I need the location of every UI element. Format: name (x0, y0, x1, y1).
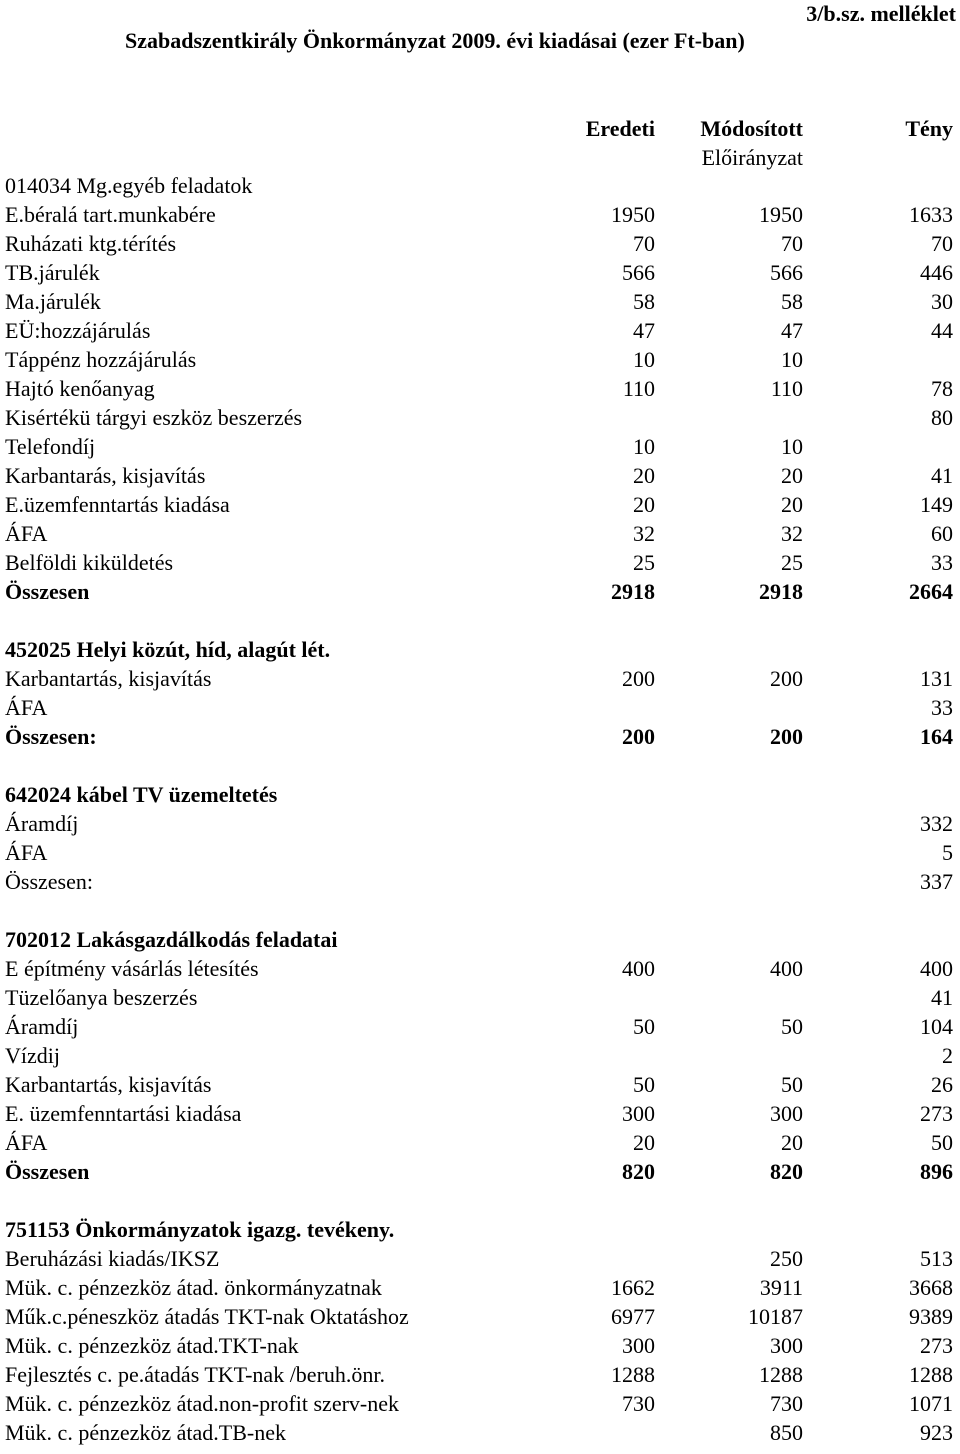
section-spacer (0, 896, 960, 925)
table-row (0, 490, 960, 519)
table-row (0, 229, 960, 258)
row-label: Belföldi kiküldetés (5, 550, 174, 575)
total-label: Összesen: (5, 724, 97, 749)
row-label: Műk.c.péneszköz átadás TKT-nak Oktatáshoz (5, 1304, 409, 1329)
value-actual: 30 (931, 289, 953, 314)
value-modified: 47 (781, 318, 803, 343)
row-label: Áramdíj (5, 1014, 79, 1039)
value-actual: 2 (942, 1043, 953, 1068)
row-label: ÁFA (5, 840, 48, 865)
value-original: 47 (633, 318, 655, 343)
value-modified: 10187 (748, 1304, 803, 1329)
column-header-modified: Módosított (700, 116, 803, 141)
row-label: Beruházási kiadás/IKSZ (5, 1246, 220, 1271)
row-label: Mük. c. pénzezköz átad.TKT-nak (5, 1333, 299, 1358)
value-original: 6977 (611, 1304, 655, 1329)
value-original: 32 (633, 521, 655, 546)
value-actual: 1633 (909, 202, 953, 227)
total-actual: 164 (920, 724, 953, 749)
value-modified: 1288 (759, 1362, 803, 1387)
value-actual: 1071 (909, 1391, 953, 1416)
section-title-text: 014034 Mg.egyéb feladatok (5, 173, 253, 198)
value-modified: 32 (781, 521, 803, 546)
value-modified: 730 (770, 1391, 803, 1416)
section-title (0, 1215, 960, 1244)
table-row (0, 403, 960, 432)
total-actual: 2664 (909, 579, 953, 604)
value-modified: 20 (781, 463, 803, 488)
table-row (0, 954, 960, 983)
table-row (0, 548, 960, 577)
row-label: Táppénz hozzájárulás (5, 347, 197, 372)
value-actual: 41 (931, 463, 953, 488)
value-actual: 332 (920, 811, 953, 836)
value-actual: 41 (931, 985, 953, 1010)
value-modified: 300 (770, 1101, 803, 1126)
row-label: ÁFA (5, 521, 48, 546)
value-original: 10 (633, 347, 655, 372)
row-label: Ruházati ktg.térítés (5, 231, 177, 256)
row-label: Tüzelőanya beszerzés (5, 985, 198, 1010)
table-row (0, 432, 960, 461)
section-spacer (0, 606, 960, 635)
table-row (0, 1012, 960, 1041)
table-row (0, 1360, 960, 1389)
section-title (0, 780, 960, 809)
value-actual: 923 (920, 1420, 953, 1445)
section-title-text: 452025 Helyi közút, híd, alagút lét. (5, 637, 331, 662)
value-modified: 1950 (759, 202, 803, 227)
value-actual: 26 (931, 1072, 953, 1097)
value-original: 20 (633, 492, 655, 517)
value-actual: 400 (920, 956, 953, 981)
row-label: Ma.járulék (5, 289, 101, 314)
value-actual: 149 (920, 492, 953, 517)
value-modified: 25 (781, 550, 803, 575)
table-row (0, 1041, 960, 1070)
value-actual: 104 (920, 1014, 953, 1039)
value-actual: 33 (931, 695, 953, 720)
section-spacer (0, 751, 960, 780)
row-label: ÁFA (5, 695, 48, 720)
row-label: Fejlesztés c. pe.átadás TKT-nak /beruh.önr. (5, 1362, 386, 1387)
value-original: 730 (622, 1391, 655, 1416)
table-row (0, 345, 960, 374)
row-label: Kisértékü tárgyi eszköz beszerzés (5, 405, 303, 430)
value-actual: 78 (931, 376, 953, 401)
value-actual: 70 (931, 231, 953, 256)
row-label: Áramdíj (5, 811, 79, 836)
value-modified: 58 (781, 289, 803, 314)
value-modified: 300 (770, 1333, 803, 1358)
value-modified: 3911 (759, 1275, 803, 1300)
total-modified: 820 (770, 1159, 803, 1184)
column-header-actual: Tény (905, 116, 953, 141)
value-original: 50 (633, 1072, 655, 1097)
table-row (0, 1331, 960, 1360)
value-actual: 9389 (909, 1304, 953, 1329)
value-original: 58 (633, 289, 655, 314)
row-label: Mük. c. pénzezköz átad.TB-nek (5, 1420, 286, 1445)
value-original: 70 (633, 231, 655, 256)
table-row (0, 1070, 960, 1099)
section-title (0, 635, 960, 664)
row-label: Karbantartás, kisjavítás (5, 666, 212, 691)
value-actual: 446 (920, 260, 953, 285)
value-modified: 50 (781, 1072, 803, 1097)
value-actual: 131 (920, 666, 953, 691)
value-modified: 20 (781, 492, 803, 517)
table-row (0, 519, 960, 548)
row-label: E.üzemfenntartás kiadása (5, 492, 230, 517)
table-row (0, 664, 960, 693)
section-title (0, 925, 960, 954)
table-row (0, 1389, 960, 1418)
total-label: Összesen: (5, 869, 93, 894)
row-label: Hajtó kenőanyag (5, 376, 155, 401)
value-actual: 1288 (909, 1362, 953, 1387)
value-modified: 566 (770, 260, 803, 285)
value-original: 20 (633, 463, 655, 488)
total-modified: 200 (770, 724, 803, 749)
row-label: ÁFA (5, 1130, 48, 1155)
value-modified: 10 (781, 434, 803, 459)
table-row (0, 1244, 960, 1273)
value-original: 200 (622, 666, 655, 691)
value-original: 1950 (611, 202, 655, 227)
table-row (0, 1128, 960, 1157)
table-row (0, 983, 960, 1012)
value-original: 10 (633, 434, 655, 459)
table-row (0, 287, 960, 316)
table-row (0, 1418, 960, 1447)
row-label: TB.járulék (5, 260, 100, 285)
value-modified: 110 (770, 376, 803, 401)
document-title: Szabadszentkirály Önkormányzat 2009. évi kiadásai (ezer Ft-ban) (125, 28, 745, 53)
table-row (0, 693, 960, 722)
value-modified: 850 (770, 1420, 803, 1445)
value-modified: 20 (781, 1130, 803, 1155)
value-original: 300 (622, 1333, 655, 1358)
table-row (0, 1302, 960, 1331)
row-label: E.béralá tart.munkabére (5, 202, 216, 227)
total-row (0, 867, 960, 896)
value-actual: 3668 (909, 1275, 953, 1300)
row-label: EÜ:hozzájárulás (5, 318, 151, 343)
value-modified: 70 (781, 231, 803, 256)
table-row (0, 461, 960, 490)
value-original: 110 (622, 376, 655, 401)
value-modified: 200 (770, 666, 803, 691)
table-row (0, 809, 960, 838)
table-row (0, 316, 960, 345)
total-row (0, 577, 960, 606)
value-original: 20 (633, 1130, 655, 1155)
section-title-text: 702012 Lakásgazdálkodás feladatai (5, 927, 338, 952)
value-actual: 50 (931, 1130, 953, 1155)
row-label: Vízdij (5, 1043, 60, 1068)
value-actual: 44 (931, 318, 953, 343)
value-original: 566 (622, 260, 655, 285)
column-header-modified-sub: Előirányzat (701, 145, 803, 170)
total-row (0, 722, 960, 751)
value-actual: 5 (942, 840, 953, 865)
value-actual: 60 (931, 521, 953, 546)
section-title (0, 171, 960, 200)
value-modified: 50 (781, 1014, 803, 1039)
total-row (0, 1157, 960, 1186)
total-label: Összesen (5, 1159, 90, 1184)
value-original: 50 (633, 1014, 655, 1039)
row-label: Telefondíj (5, 434, 96, 459)
expense-table (0, 171, 960, 1447)
total-original: 2918 (611, 579, 655, 604)
value-original: 1662 (611, 1275, 655, 1300)
value-actual: 273 (920, 1333, 953, 1358)
value-original: 400 (622, 956, 655, 981)
value-modified: 400 (770, 956, 803, 981)
section-spacer (0, 1186, 960, 1215)
value-modified: 250 (770, 1246, 803, 1271)
total-actual: 896 (920, 1159, 953, 1184)
row-label: Mük. c. pénzezköz átad.non-profit szerv-nek (5, 1391, 400, 1416)
value-modified: 10 (781, 347, 803, 372)
total-label: Összesen (5, 579, 90, 604)
table-row (0, 838, 960, 867)
table-row (0, 258, 960, 287)
row-label: Mük. c. pénzezköz átad. önkormányzatnak (5, 1275, 382, 1300)
total-actual: 337 (920, 869, 953, 894)
table-row (0, 1099, 960, 1128)
total-original: 200 (622, 724, 655, 749)
section-title-text: 751153 Önkormányzatok igazg. tevékeny. (5, 1217, 395, 1242)
table-row (0, 200, 960, 229)
row-label: Karbantarás, kisjavítás (5, 463, 206, 488)
value-original: 25 (633, 550, 655, 575)
row-label: E. üzemfenntartási kiadása (5, 1101, 242, 1126)
annex-label: 3/b.sz. melléklet (806, 1, 956, 26)
section-title-text: 642024 kábel TV üzemeltetés (5, 782, 278, 807)
value-original: 300 (622, 1101, 655, 1126)
value-actual: 80 (931, 405, 953, 430)
row-label: Karbantartás, kisjavítás (5, 1072, 212, 1097)
column-header-original: Eredeti (585, 116, 655, 141)
table-row (0, 374, 960, 403)
value-actual: 33 (931, 550, 953, 575)
table-row (0, 1273, 960, 1302)
total-modified: 2918 (759, 579, 803, 604)
value-actual: 513 (920, 1246, 953, 1271)
row-label: E építmény vásárlás létesítés (5, 956, 259, 981)
value-original: 1288 (611, 1362, 655, 1387)
total-original: 820 (622, 1159, 655, 1184)
value-actual: 273 (920, 1101, 953, 1126)
